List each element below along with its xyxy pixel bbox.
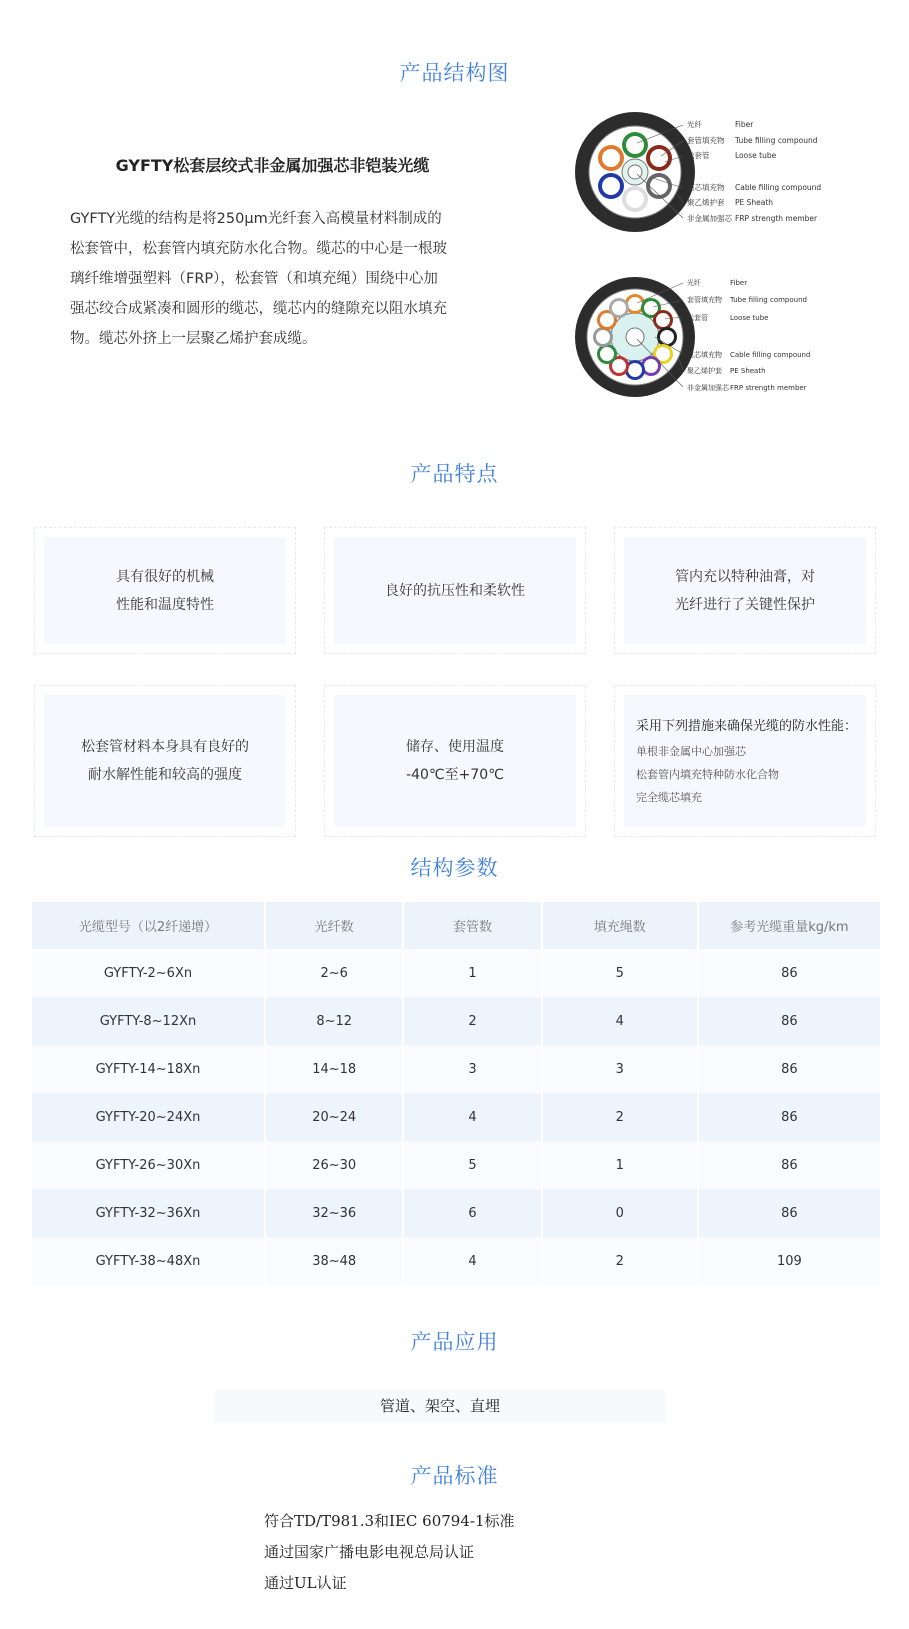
feature-text: 良好的抗压性和柔软性 bbox=[385, 582, 525, 599]
cell-filler-count: 2 bbox=[543, 1093, 697, 1141]
cell-tube-count: 4 bbox=[404, 1237, 540, 1285]
application-section-title: 产品应用 bbox=[410, 1330, 499, 1354]
cell-fiber-count: 20~24 bbox=[266, 1093, 402, 1141]
structure-section-title: 产品结构图 bbox=[399, 61, 510, 85]
feature-card bbox=[614, 527, 876, 654]
features-section-title: 产品特点 bbox=[410, 462, 499, 486]
params-section-title: 结构参数 bbox=[410, 856, 499, 880]
cell-tube-count: 5 bbox=[404, 1141, 540, 1189]
product-intro bbox=[70, 204, 485, 354]
label2-cable-filling-en: Cable filling compound bbox=[730, 351, 811, 359]
cable-cross-section-diagram-6-tube bbox=[575, 110, 835, 235]
label2-loose-tube-en: Loose tube bbox=[730, 314, 769, 322]
cell-tube-count: 3 bbox=[404, 1045, 540, 1093]
intro-line: 物。缆芯外挤上一层聚乙烯护套成缆。 bbox=[70, 331, 317, 347]
cell-model: GYFTY-8~12Xn bbox=[32, 997, 264, 1045]
cell-filler-count: 3 bbox=[543, 1045, 697, 1093]
feature-text: 具有很好的机械 bbox=[116, 568, 214, 585]
application-text: 管道、架空、直埋 bbox=[215, 1390, 665, 1422]
cell-filler-count: 1 bbox=[543, 1141, 697, 1189]
cable-cross-section-diagram-12-tube bbox=[575, 275, 835, 400]
label2-tube-filling-en: Tube filling compound bbox=[730, 296, 807, 304]
label-loose-tube-en: Loose tube bbox=[735, 151, 777, 160]
label-fiber-en: Fiber bbox=[735, 120, 754, 129]
params-table bbox=[30, 902, 882, 1285]
intro-line: 璃纤维增强塑料（FRP），松套管（和填充绳）围绕中心加 bbox=[70, 271, 438, 287]
cell-tube-count: 2 bbox=[404, 997, 540, 1045]
label2-pe-sheath-en: PE Sheath bbox=[730, 367, 766, 375]
cell-fiber-count: 8~12 bbox=[266, 997, 402, 1045]
feature-card bbox=[324, 527, 586, 654]
header-tube-count: 套管数 bbox=[404, 902, 540, 949]
standard-section-title: 产品标准 bbox=[410, 1464, 499, 1488]
intro-line: 强芯绞合成紧凑和圆形的缆芯，缆芯内的缝隙充以阻水填充 bbox=[70, 301, 447, 317]
cell-model: GYFTY-32~36Xn bbox=[32, 1189, 264, 1237]
label-tube-filling-en: Tube filling compound bbox=[735, 136, 818, 145]
feature-text: 松套管材料本身具有良好的 bbox=[81, 739, 249, 755]
feature-text: 光纤进行了关键性保护 bbox=[675, 596, 815, 613]
cell-tube-count: 1 bbox=[404, 949, 540, 997]
label-cable-filling-en: Cable filling compound bbox=[735, 183, 822, 192]
cell-fiber-count: 32~36 bbox=[266, 1189, 402, 1237]
cell-weight: 86 bbox=[699, 1093, 880, 1141]
cell-fiber-count: 38~48 bbox=[266, 1237, 402, 1285]
cell-model: GYFTY-14~18Xn bbox=[32, 1045, 264, 1093]
label2-cable-filling-cn: 缆芯填充物 bbox=[687, 351, 722, 359]
table-row bbox=[32, 949, 880, 997]
label-pe-sheath-cn: 聚乙烯护套 bbox=[687, 198, 725, 207]
label-fiber-cn: 光纤 bbox=[687, 120, 702, 129]
label-loose-tube-cn: 松套管 bbox=[687, 151, 710, 160]
feature-card bbox=[324, 685, 586, 837]
label2-loose-tube-cn: 松套管 bbox=[687, 314, 708, 322]
feature-card bbox=[34, 685, 296, 837]
intro-line: GYFTY光缆的结构是将250μm光纤套入高模量材料制成的 bbox=[70, 211, 442, 227]
standard-item: 通过国家广播电影电视总局认证 bbox=[264, 1543, 475, 1561]
label-frp-en: FRP strength member bbox=[735, 214, 818, 223]
standard-item: 通过UL认证 bbox=[264, 1574, 347, 1592]
feature-list-item: 单根非金属中心加强芯 bbox=[636, 744, 746, 758]
cell-weight: 86 bbox=[699, 1141, 880, 1189]
cell-model: GYFTY-20~24Xn bbox=[32, 1093, 264, 1141]
intro-line: 松套管中，松套管内填充防水化合物。缆芯的中心是一根玻 bbox=[70, 241, 447, 257]
standard-item: 符合TD/T981.3和IEC 60794-1标准 bbox=[264, 1512, 515, 1530]
cell-filler-count: 4 bbox=[543, 997, 697, 1045]
cell-fiber-count: 26~30 bbox=[266, 1141, 402, 1189]
label2-tube-filling-cn: 套管填充物 bbox=[687, 296, 722, 304]
cell-weight: 86 bbox=[699, 949, 880, 997]
label2-fiber-en: Fiber bbox=[730, 279, 748, 287]
cell-weight: 86 bbox=[699, 1189, 880, 1237]
table-row bbox=[32, 1141, 880, 1189]
label-tube-filling-cn: 套管填充物 bbox=[687, 136, 725, 145]
feature-card bbox=[34, 527, 296, 654]
cell-filler-count: 0 bbox=[543, 1189, 697, 1237]
label-pe-sheath-en: PE Sheath bbox=[735, 198, 774, 207]
cell-fiber-count: 2~6 bbox=[266, 949, 402, 997]
cell-filler-count: 2 bbox=[543, 1237, 697, 1285]
cell-model: GYFTY-2~6Xn bbox=[32, 949, 264, 997]
cell-tube-count: 4 bbox=[404, 1093, 540, 1141]
table-row bbox=[32, 1093, 880, 1141]
feature-text: 耐水解性能和较高的强度 bbox=[88, 767, 242, 783]
cell-filler-count: 5 bbox=[543, 949, 697, 997]
label-frp-cn: 非金属加强芯 bbox=[687, 214, 732, 223]
cell-fiber-count: 14~18 bbox=[266, 1045, 402, 1093]
header-fiber-count: 光纤数 bbox=[266, 902, 402, 949]
product-name: GYFTY松套层绞式非金属加强芯非铠装光缆 bbox=[115, 156, 430, 175]
header-weight: 参考光缆重量kg/km bbox=[699, 902, 880, 949]
label-cable-filling-cn: 缆芯填充物 bbox=[687, 183, 725, 192]
feature-text: -40℃至+70℃ bbox=[406, 767, 504, 783]
label2-frp-cn: 非金属加强芯 bbox=[687, 384, 729, 392]
cell-weight: 109 bbox=[699, 1237, 880, 1285]
cell-tube-count: 6 bbox=[404, 1189, 540, 1237]
feature-card-waterproof bbox=[614, 685, 876, 837]
cell-model: GYFTY-38~48Xn bbox=[32, 1237, 264, 1285]
table-header-row bbox=[32, 902, 880, 949]
table-row bbox=[32, 1045, 880, 1093]
cell-weight: 86 bbox=[699, 997, 880, 1045]
feature-text: 管内充以特种油膏，对 bbox=[675, 568, 815, 585]
label2-fiber-cn: 光纤 bbox=[687, 279, 701, 287]
feature-list-item: 完全缆芯填充 bbox=[636, 790, 702, 804]
table-row bbox=[32, 997, 880, 1045]
header-model: 光缆型号（以2纤递增） bbox=[32, 902, 264, 949]
feature-list-item: 松套管内填充特种防水化合物 bbox=[636, 767, 779, 781]
table-row bbox=[32, 1237, 880, 1285]
header-filler-count: 填充绳数 bbox=[543, 902, 697, 949]
label2-pe-sheath-cn: 聚乙烯护套 bbox=[687, 367, 722, 375]
cell-model: GYFTY-26~30Xn bbox=[32, 1141, 264, 1189]
cell-weight: 86 bbox=[699, 1045, 880, 1093]
feature-text: 储存、使用温度 bbox=[406, 739, 504, 755]
table-row bbox=[32, 1189, 880, 1237]
label2-frp-en: FRP strength member bbox=[730, 384, 807, 392]
feature-text: 性能和温度特性 bbox=[116, 596, 214, 613]
feature-heading: 采用下列措施来确保光缆的防水性能： bbox=[636, 718, 858, 734]
